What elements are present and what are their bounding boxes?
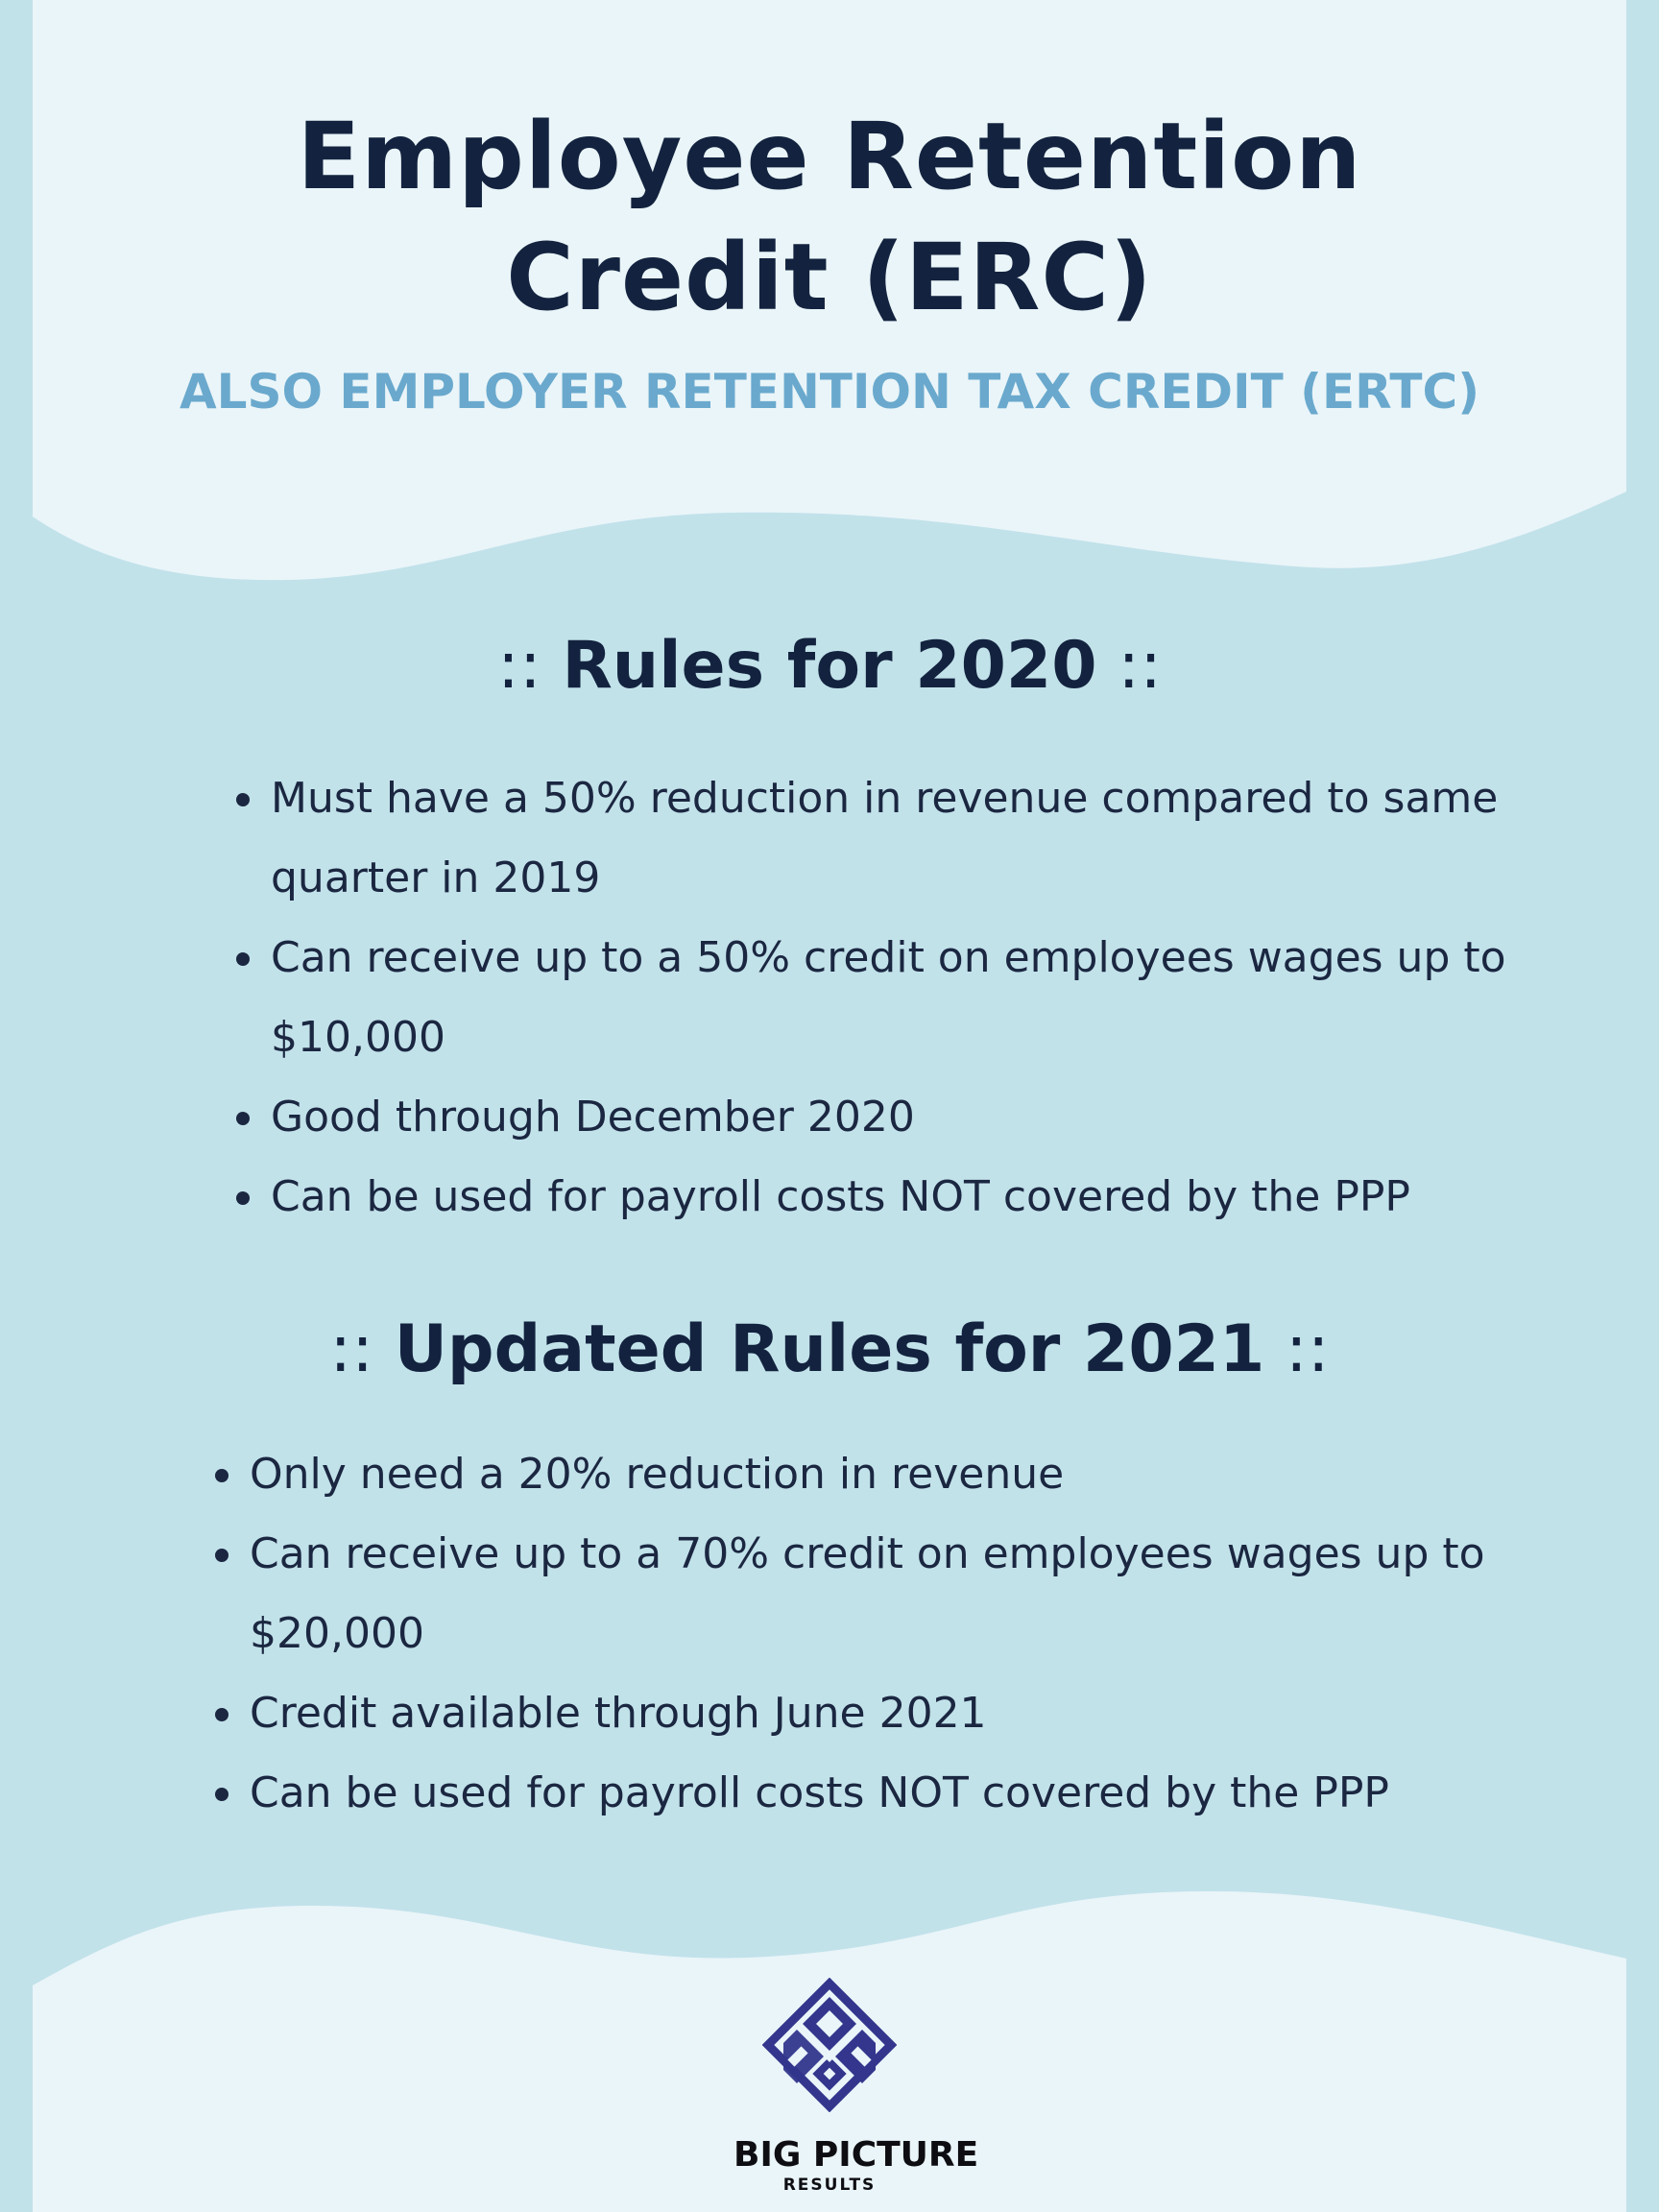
brand-subtitle: RESULTS [782, 2176, 877, 2195]
list-item: Can be used for payroll costs NOT covered by the PPP [209, 1753, 1486, 1833]
page-title-line2: Credit (ERC) [506, 224, 1153, 331]
list-item: Can receive up to a 50% credit on employees wages up to $10,000 [230, 918, 1507, 1077]
rules-list-2020 [230, 758, 1507, 1237]
section-heading-2020 [0, 626, 1659, 707]
heading-text: Rules for 2020 [562, 628, 1097, 704]
brand-name: BIG PICTURE [733, 2135, 979, 2175]
page-title-line1: Employee Retention [297, 103, 1362, 210]
list-item: Can be used for payroll costs NOT covered by the PPP [230, 1157, 1507, 1237]
heading-suffix: :: [1285, 1311, 1330, 1387]
page-title [0, 96, 1659, 338]
list-item: Credit available through June 2021 [209, 1673, 1486, 1753]
diamond-logo-icon [762, 1978, 897, 2112]
list-item: Can receive up to a 70% credit on employees wages up to $20,000 [209, 1514, 1486, 1673]
page-subtitle: ALSO EMPLOYER RETENTION TAX CREDIT (ERTC) [179, 364, 1480, 420]
list-item: Only need a 20% reduction in revenue [209, 1434, 1486, 1514]
list-item: Must have a 50% reduction in revenue compared to same quarter in 2019 [230, 758, 1507, 918]
heading-text: Updated Rules for 2021 [394, 1311, 1265, 1387]
heading-prefix: :: [496, 628, 541, 704]
rules-list-2021 [209, 1434, 1486, 1833]
heading-suffix: :: [1118, 628, 1163, 704]
header [0, 96, 1659, 421]
heading-prefix: :: [329, 1311, 374, 1387]
brand-logo [733, 1978, 979, 2195]
section-heading-2021 [0, 1310, 1659, 1390]
list-item: Good through December 2020 [230, 1077, 1507, 1157]
